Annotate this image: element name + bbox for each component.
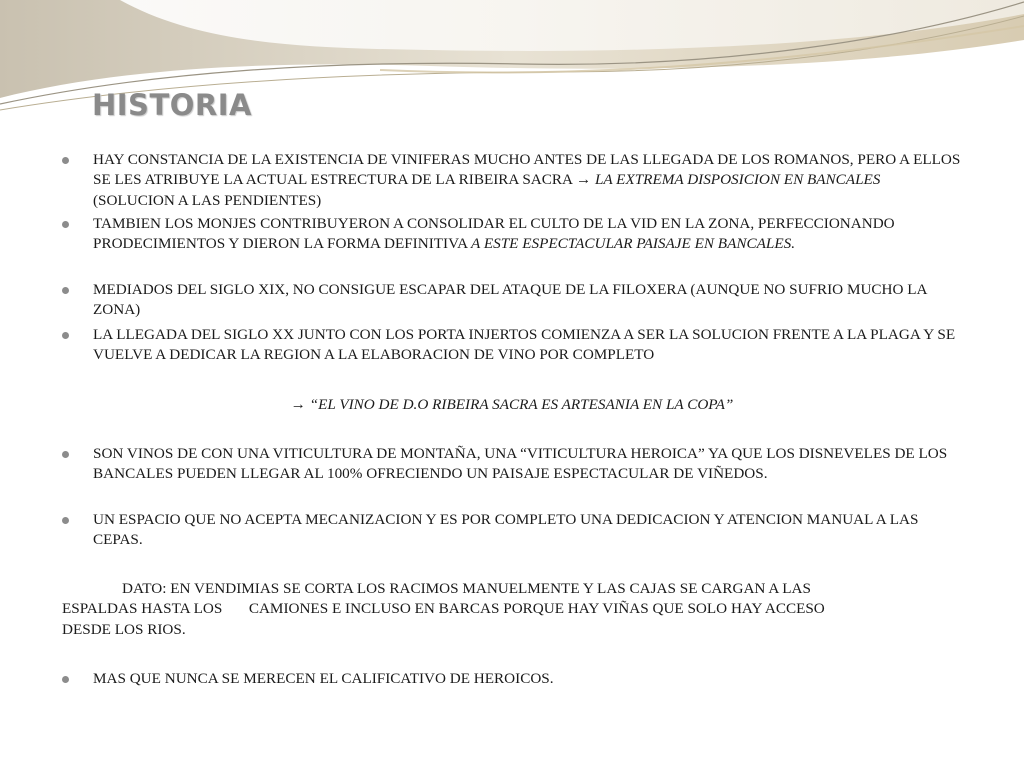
bullet-text: LA LLEGADA DEL SIGLO XX JUNTO CON LOS PORTA INJERTOS COMIENZA A SER LA SOLUCION FRENTE A LA PLAGA Y SE VUELVE A DEDICAR LA REGION A LA ELABORACION DE VINO POR COMPLETO (93, 326, 956, 364)
arrow-icon: → (575, 171, 592, 189)
bullet-text: MEDIADOS DEL SIGLO XIX, NO CONSIGUE ESCAPAR DEL ATAQUE DE LA FILOXERA (AUNQUE NO SUFRIO MUCHO LA ZONA) (93, 281, 927, 319)
bullet-icon (62, 676, 69, 683)
bullet-icon (62, 332, 69, 339)
quote-line: → “EL VINO DE D.O RIBEIRA SACRA ES ARTESANIA EN LA COPA” (290, 396, 734, 413)
bullet-icon (62, 157, 69, 164)
bullet-text: TAMBIEN LOS MONJES CONTRIBUYERON A CONSOLIDAR EL CULTO DE LA VID EN LA ZONA, PERFECCIONANDO PRODECIMIENTOS Y DIERON LA FORMA DEFINITIVA A ESTE ESPECTACULAR PAISAJE EN BANCALES. (93, 215, 895, 253)
bullet-text: HAY CONSTANCIA DE LA EXISTENCIA DE VINIFERAS MUCHO ANTES DE LAS LLEGADA DE LOS ROMANOS, PERO A ELLOS SE LES ATRIBUYE LA ACTUAL ESTRECTURA DE LA RIBEIRA SACRA → LA EXTREMA DISPOSICION EN BANCALES (SOLUCION A LAS PENDIENTES) (93, 151, 961, 209)
bullet-text: MAS QUE NUNCA SE MERECEN EL CALIFICATIVO DE HEROICOS. (93, 670, 554, 687)
dato-label: DATO (122, 580, 163, 597)
dato-line-1: DATO: EN VENDIMIAS SE CORTA LOS RACIMOS MANUELMENTE Y LAS CAJAS SE CARGAN A LAS (122, 580, 811, 597)
dato-line-3: DESDE LOS RIOS. (62, 620, 186, 638)
bullet-icon (62, 287, 69, 294)
dato-paragraph (62, 579, 962, 640)
bullet-icon (62, 517, 69, 524)
arrow-icon: → (290, 396, 306, 413)
bullet-text: SON VINOS DE CON UNA VITICULTURA DE MONTAÑA, UNA “VITICULTURA HEROICA” YA QUE LOS DISNEVELES DE LOS BANCALES PUEDEN LLEGAR AL 100% OFRECIENDO UN PAISAJE ESPECTACULAR DE VIÑEDOS. (93, 445, 948, 483)
dato-line-2: ESPALDAS HASTA LOS CAMIONES E INCLUSO EN BARCAS PORQUE HAY VIÑAS QUE SOLO HAY ACCESO (62, 600, 825, 618)
bullet-text: UN ESPACIO QUE NO ACEPTA MECANIZACION Y ES POR COMPLETO UNA DEDICACION Y ATENCION MANUAL A LAS CEPAS. (93, 511, 919, 549)
bullet-icon (62, 451, 69, 458)
slide-title: HISTORIA (92, 88, 252, 122)
bullet-icon (62, 221, 69, 228)
